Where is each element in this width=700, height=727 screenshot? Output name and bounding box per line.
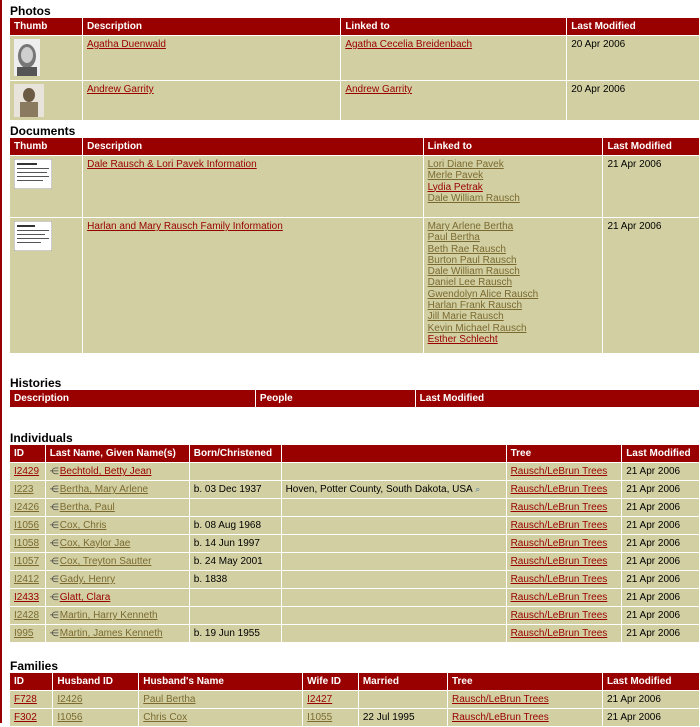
table-row [10,607,699,624]
col-header-last-modified: Last Modified [567,18,699,35]
pedigree-icon[interactable]: ⋲ [49,574,59,584]
col-header-wife-id: Wife ID [303,673,358,690]
tree-link[interactable]: Rausch/LeBrun Trees [510,574,608,585]
photos-section-title: Photos [10,4,51,18]
modified-value: 20 Apr 2006 [567,36,699,80]
table-row [10,535,699,552]
modified-value: 21 Apr 2006 [626,610,681,621]
modified-value: 21 Apr 2006 [626,574,681,585]
col-header-born: Born/Christened [190,445,281,462]
families-section-title: Families [10,659,59,673]
linked-person-link[interactable]: Merle Pavek [427,170,484,182]
person-id-link[interactable]: I2426 [14,502,40,513]
modified-value: 21 Apr 2006 [626,502,681,513]
photo-description-link[interactable]: Agatha Duenwald [86,39,166,50]
modified-value: 20 Apr 2006 [567,81,699,120]
born-value: b. 03 Dec 1937 [193,484,262,495]
thumb-cell [10,36,82,80]
col-header-id: ID [10,673,52,690]
pedigree-icon[interactable]: ⋲ [49,466,59,476]
person-name-link[interactable]: Bertha, Mary Arlene [59,484,149,495]
linked-person-link[interactable]: Burton Paul Rausch [427,254,517,266]
person-id-link[interactable]: I1056 [14,520,40,531]
linked-person-link[interactable]: Lori Diane Pavek [427,159,504,170]
table-row [10,709,699,726]
thumb-cell [10,81,82,120]
col-header-description: Description [10,390,255,407]
person-id-link[interactable]: I223 [14,484,34,495]
col-header-husband-id: Husband ID [53,673,138,690]
linked-person-link[interactable]: Kevin Michael Rausch [427,322,527,334]
documents-table [9,137,700,354]
col-header-thumb: Thumb [10,138,82,155]
tree-link[interactable]: Rausch/LeBrun Trees [510,484,608,495]
pedigree-icon[interactable]: ⋲ [49,628,59,638]
family-id-link[interactable]: F728 [14,694,37,705]
pedigree-icon[interactable]: ⋲ [49,592,59,602]
pedigree-icon[interactable]: ⋲ [49,484,59,494]
modified-value: 21 Apr 2006 [603,218,699,353]
husband-name-link[interactable]: Paul Bertha [143,694,196,705]
person-name-link[interactable]: Bechtold, Betty Jean [59,466,152,477]
col-header-linked-to: Linked to [341,18,566,35]
person-id-link[interactable]: I2412 [14,574,40,585]
table-row [10,156,699,217]
table-row [10,463,699,480]
linked-list [424,156,603,217]
linked-person-link[interactable]: Dale William Rausch [427,266,520,278]
tree-link[interactable]: Rausch/LeBrun Trees [510,538,608,549]
tree-link[interactable]: Rausch/LeBrun Trees [510,502,608,513]
person-name-link[interactable]: Bertha, Paul [59,502,115,513]
linked-person-link[interactable]: Harlan Frank Rausch [427,300,523,312]
pedigree-icon[interactable]: ⋲ [49,556,59,566]
table-row [10,691,699,708]
modified-value: 21 Apr 2006 [603,156,699,217]
table-row [10,517,699,534]
col-header-husband-name: Husband's Name [139,673,302,690]
photo-thumbnail[interactable] [14,84,44,117]
col-header-description: Description [83,18,340,35]
col-header-thumb: Thumb [10,18,82,35]
pedigree-icon[interactable]: ⋲ [49,538,59,548]
col-header-last-modified: Last Modified [603,673,699,690]
pedigree-icon[interactable]: ⋲ [49,502,59,512]
linked-person-link[interactable]: Dale William Rausch [427,192,520,204]
born-value: b. 24 May 2001 [193,556,263,567]
modified-value: 21 Apr 2006 [606,694,661,705]
place-value: Hoven, Potter County, South Dakota, USA [285,484,473,495]
table-row [10,481,699,498]
magnifier-icon[interactable]: ⌕ [472,484,481,494]
wife-id-link[interactable]: I2427 [307,694,333,705]
linked-person-link[interactable]: Gwendolyn Alice Rausch [427,288,539,300]
person-name-link[interactable]: Gady, Henry [59,574,116,585]
col-header-last-modified: Last Modified [416,390,699,407]
person-name-link[interactable]: Cox, Treyton Sautter [59,556,152,567]
photo-thumbnail[interactable] [14,39,40,76]
tree-link[interactable]: Rausch/LeBrun Trees [510,466,608,477]
modified-value: 21 Apr 2006 [626,592,681,603]
linked-person-link[interactable]: Jill Marie Rausch [427,311,504,323]
col-header-tree: Tree [448,673,602,690]
wife-id-link[interactable]: I1055 [307,712,333,723]
person-name-link[interactable]: Martin, Harry Kenneth [59,610,158,621]
born-value: b. 19 Jun 1955 [193,628,260,639]
thumb-cell [10,156,82,217]
col-header-last-modified: Last Modified [622,445,699,462]
histories-table [9,389,700,408]
person-id-link[interactable]: I995 [14,628,34,639]
thumb-cell [10,218,82,353]
modified-value: 21 Apr 2006 [626,628,681,639]
table-row [10,36,699,80]
married-value: 22 Jul 1995 [362,712,415,723]
table-row [10,499,699,516]
husband-name-link[interactable]: Chris Cox [143,712,188,723]
linked-person-link[interactable]: Esther Schlecht [427,333,498,345]
person-id-link[interactable]: I1057 [14,556,40,567]
husband-id-link[interactable]: I2426 [57,694,83,705]
person-id-link[interactable]: I2429 [14,466,40,477]
person-id-link[interactable]: I2428 [14,610,40,621]
families-table [9,672,700,727]
born-value: b. 1838 [193,574,228,585]
table-row [10,553,699,570]
col-header-people: People [256,390,415,407]
col-header-place [282,445,506,462]
person-name-link[interactable]: Martin, James Kenneth [59,628,163,639]
tree-link[interactable]: Rausch/LeBrun Trees [510,556,608,567]
tree-link[interactable]: Rausch/LeBrun Trees [451,694,549,705]
photo-linked-link[interactable]: Agatha Cecelia Breidenbach [345,39,473,50]
col-header-name: Last Name, Given Name(s) [46,445,189,462]
photos-table [9,17,700,121]
table-row [10,625,699,642]
col-header-description: Description [83,138,422,155]
col-header-id: ID [10,445,45,462]
photo-linked-link[interactable]: Andrew Garrity [345,84,412,95]
linked-person-link[interactable]: Daniel Lee Rausch [427,277,513,289]
person-id-link[interactable]: I2433 [14,592,40,603]
modified-value: 21 Apr 2006 [626,556,681,567]
col-header-married: Married [359,673,447,690]
husband-id-link[interactable]: I1056 [57,712,83,723]
born-value: b. 08 Aug 1968 [193,520,262,531]
col-header-tree: Tree [507,445,622,462]
person-id-link[interactable]: I1058 [14,538,40,549]
individuals-section-title: Individuals [10,431,73,445]
modified-value: 21 Apr 2006 [626,466,681,477]
table-row [10,218,699,353]
modified-value: 21 Apr 2006 [606,712,661,723]
individuals-table [9,444,700,643]
linked-person-link[interactable]: Paul Bertha [427,232,480,244]
born-value: b. 14 Jun 1997 [193,538,260,549]
document-thumbnail[interactable] [14,159,52,189]
family-id-link[interactable]: F302 [14,712,37,723]
linked-person-link[interactable]: Mary Arlene Bertha [427,221,514,232]
col-header-linked-to: Linked to [424,138,603,155]
modified-value: 21 Apr 2006 [626,484,681,495]
person-name-link[interactable]: Cox, Chris [59,520,107,531]
tree-link[interactable]: Rausch/LeBrun Trees [451,712,549,723]
person-name-link[interactable]: Cox, Kaylor Jae [59,538,131,549]
pedigree-icon[interactable]: ⋲ [49,520,59,530]
tree-link[interactable]: Rausch/LeBrun Trees [510,628,608,639]
table-row [10,589,699,606]
document-description-link[interactable]: Dale Rausch & Lori Pavek Information [87,159,257,170]
tree-link[interactable]: Rausch/LeBrun Trees [510,520,608,531]
left-edge-bar [0,0,2,723]
document-thumbnail[interactable] [14,221,52,251]
modified-value: 21 Apr 2006 [626,520,681,531]
table-row [10,81,699,120]
documents-section-title: Documents [10,124,76,138]
col-header-last-modified: Last Modified [603,138,699,155]
linked-list [424,218,603,353]
histories-section-title: Histories [10,376,62,390]
table-row [10,571,699,588]
tree-link[interactable]: Rausch/LeBrun Trees [510,592,608,603]
modified-value: 21 Apr 2006 [626,538,681,549]
linked-person-link[interactable]: Lydia Petrak [427,181,483,193]
pedigree-icon[interactable]: ⋲ [49,610,59,620]
document-description-link[interactable]: Harlan and Mary Rausch Family Information [87,221,283,232]
person-name-link[interactable]: Glatt, Clara [59,592,111,603]
tree-link[interactable]: Rausch/LeBrun Trees [510,610,608,621]
photo-description-link[interactable]: Andrew Garrity [86,84,154,95]
linked-person-link[interactable]: Beth Rae Rausch [427,243,506,255]
